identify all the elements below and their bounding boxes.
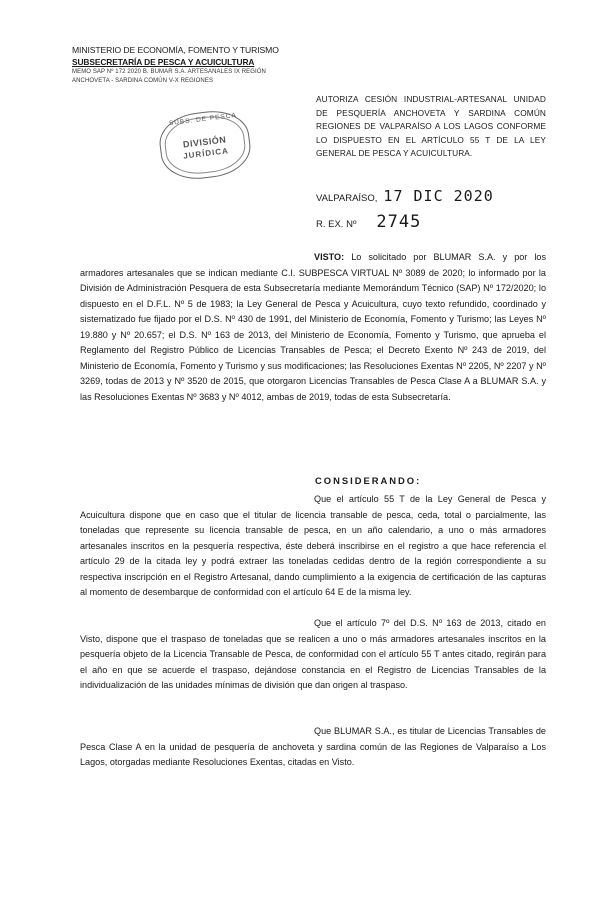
considerando-heading: CONSIDERANDO: [315, 475, 422, 486]
place-date-line [316, 187, 494, 205]
considerando-text-1: Que el artículo 55 T de la Ley General de Pesca y Acuicultura dispone que en caso que el titular de licencia transable de pesca, ceda, total o parcialmente, las toneladas que represente su licencia transable de pesca, en un año calendario, a uno o más armadores artesanales inscritos en la pesquería respectiva, éste deberá inscribirse en el registro a que hace referencia el artículo 29 de la citada ley y podrá extraer las toneladas cedidas dentro de la región correspondiente a su respectiva inscripción en el Registro Artesanal, dando cumplimiento a la exigencia de certificación de las capturas al momento de desembarque de conformidad con el artículo 64 E de la misma ley. [80, 494, 546, 597]
visto-paragraph [80, 250, 546, 405]
considerando-paragraph-1 [80, 492, 546, 601]
ministry-name: MINISTERIO DE ECONOMÍA, FOMENTO Y TURISMO [72, 45, 279, 55]
division-stamp [156, 107, 253, 183]
resolution-title: AUTORIZA CESIÓN INDUSTRIAL-ARTESANAL UNIDAD DE PESQUERÍA ANCHOVETA Y SARDINA COMÚN REGIONES DE VALPARAÍSO A LOS LAGOS CONFORME LO DISPUESTO EN EL ARTÍCULO 55 T DE LA LEY GENERAL DE PESCA Y ACUICULTURA. [316, 94, 546, 158]
letterhead [72, 44, 302, 85]
resolution-number-line [316, 212, 421, 232]
stamp-top-text: SUBS. DE PESCA [168, 111, 238, 128]
resolution-date: 17 DIC 2020 [383, 187, 494, 205]
considerando-text-2: Que el artículo 7º del D.S. Nº 163 de 2013, citado en Visto, dispone que el traspaso de toneladas que se realicen a uno o más armadores artesanales inscritos en la pesquería objeto de la Licencia Transable de Pesca, de conformidad con el artículo 55 T antes citado, regirán para el año en que se acuerde el traspaso, dejándose constancia en el Registro de Licencias Transables de la individualización de las unidades mínimas de división que dan origen al traspaso. [80, 618, 546, 690]
stamp-bottom-text: JURÍDICA [182, 146, 230, 161]
considerando-paragraph-3 [80, 724, 546, 771]
visto-text: Lo solicitado por BLUMAR S.A. y por los armadores artesanales que se indican mediante C.I. SUBPESCA VIRTUAL Nº 3089 de 2020; lo informado por la División de Administración Pesquera de esta Subsecretaría mediante Memorándum Técnico (SAP) Nº 172/2020; lo dispuesto en el D.F.L. Nº 5 de 1983; la Ley General de Pesca y Acuicultura, cuyo texto refundido, coordinado y sistematizado fue fijado por el D.S. Nº 430 de 1991, del Ministerio de Economía, Fomento y Turismo; las Leyes Nº 19.880 y Nº 20.657; el D.S. Nº 163 de 2013, del Ministerio de Economía, Fomento y Turismo, que aprueba el Reglamento del Registro Público de Licencias Transables de Pesca; el Decreto Exento Nº 243 de 2019, del Ministerio de Economía, Fomento y Turismo y sus modificaciones; las Resoluciones Exentas Nº 2205, Nº 2207 y Nº 3269, todas de 2013 y Nº 3520 de 2015, que otorgaron Licencias Transables de Pesca Clase A a BLUMAR S.A. y las Resoluciones Exentas Nº 3683 y Nº 4012, ambas de 2019, todas de esta Subsecretaría. [80, 252, 546, 402]
memo-reference-line-1: MEMO SAP Nº 172 2020 B. BUMAR S.A. ARTESANALES IX REGIÓN [72, 69, 266, 75]
visto-label: VISTO: [314, 252, 345, 262]
considerando-paragraph-2 [80, 616, 546, 694]
considerando-text-3: Que BLUMAR S.A., es titular de Licencias Transables de Pesca Clase A en la unidad de pesquería de anchoveta y sardina común de las Regiones de Valparaíso a Los Lagos, otorgadas mediante Resoluciones Exentas, citadas en Visto. [80, 726, 546, 767]
undersecretariat-name: SUBSECRETARÍA DE PESCA Y ACUICULTURA [72, 57, 255, 67]
resolution-number: 2745 [376, 212, 422, 232]
rex-label: R. EX. Nº [316, 219, 357, 230]
memo-reference-line-2: ANCHOVETA - SARDINA COMÚN V-X REGIONES [72, 77, 214, 84]
place-label: VALPARAÍSO, [316, 193, 378, 204]
stamp-middle-text: DIVISIÓN [182, 134, 227, 150]
